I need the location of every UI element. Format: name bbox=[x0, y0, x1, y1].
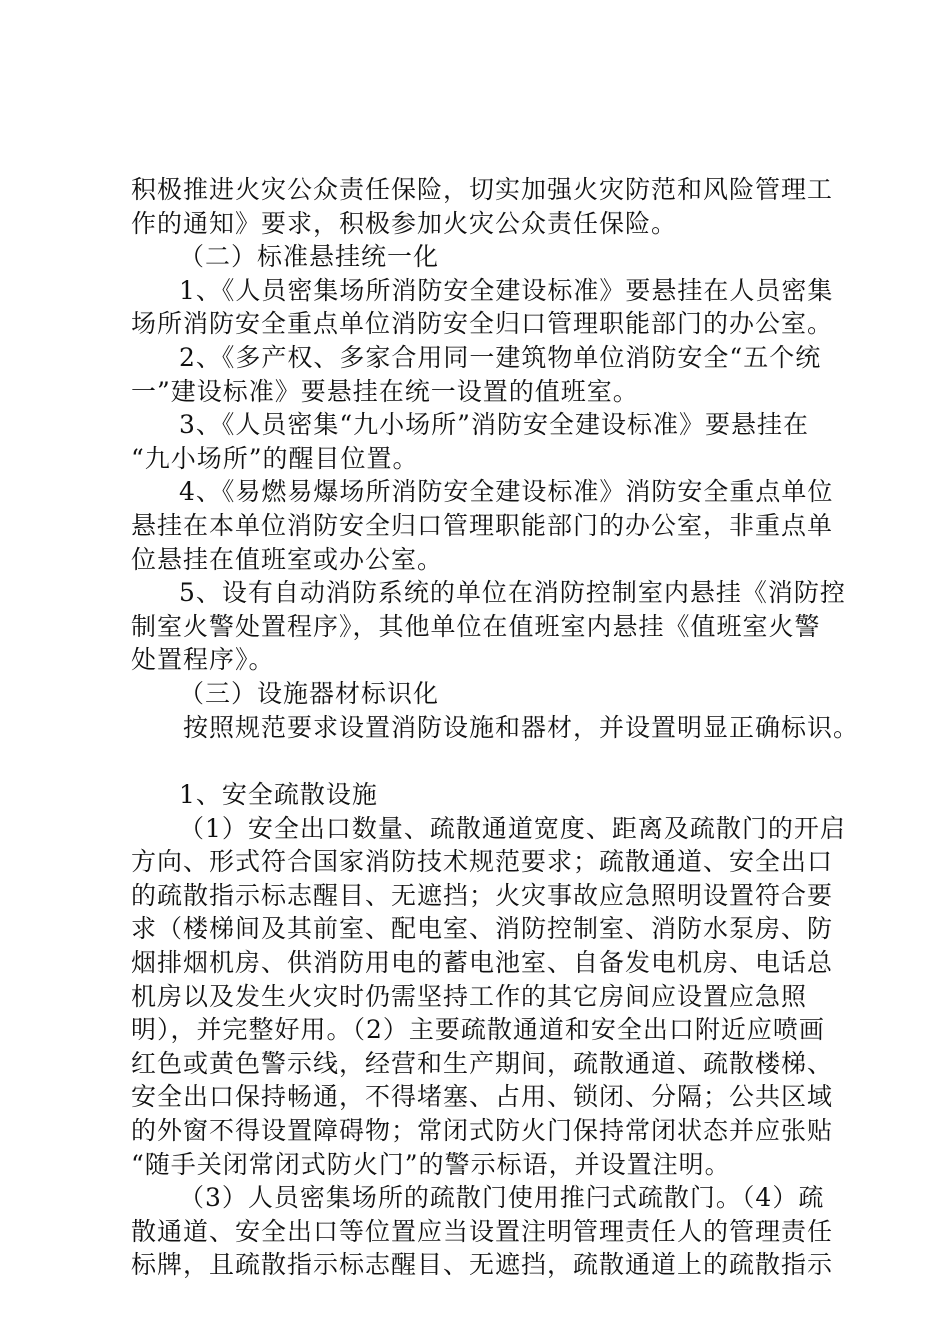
text-line: 制室火警处置程序》，其他单位在值班室内悬挂《值班室火警 bbox=[131, 611, 821, 641]
text-line: 明），并完整好用。（2）主要疏散通道和安全出口附近应喷画 bbox=[131, 1015, 825, 1045]
text-line: “九小场所”的醒目位置。 bbox=[131, 443, 419, 473]
paragraph-gap bbox=[131, 744, 831, 778]
section-heading: （三）设施器材标识化 bbox=[179, 678, 440, 708]
text-line: 安全出口保持畅通，不得堵塞、占用、锁闭、分隔；公共区域 bbox=[131, 1082, 834, 1112]
text-line: 4、《易燃易爆场所消防安全建设标准》消防安全重点单位 bbox=[179, 477, 834, 507]
text-line: 1、《人员密集场所消防安全建设标准》要悬挂在人员密集 bbox=[179, 275, 834, 305]
text-line: 的外窗不得设置障碍物；常闭式防火门保持常闭状态并应张贴 bbox=[131, 1116, 834, 1146]
text-line: 2、《多产权、多家合用同一建筑物单位消防安全“五个统 bbox=[179, 342, 822, 372]
text-line: 积极推进火灾公众责任保险，切实加强火灾防范和风险管理工 bbox=[131, 175, 834, 204]
text-line: 悬挂在本单位消防安全归口管理职能部门的办公室，非重点单 bbox=[131, 510, 834, 540]
text-line: 3、《人员密集“九小场所”消防安全建设标准》要悬挂在 bbox=[179, 410, 809, 440]
section-heading: （二）标准悬挂统一化 bbox=[179, 242, 440, 272]
text-line: 方向、形式符合国家消防技术规范要求；疏散通道、安全出口 bbox=[131, 847, 834, 877]
text-line: 的疏散指示标志醒目、无遮挡；火灾事故应急照明设置符合要 bbox=[131, 880, 834, 910]
text-line: 标牌，且疏散指示标志醒目、无遮挡，疏散通道上的疏散指示 bbox=[131, 1250, 834, 1280]
document-body bbox=[131, 173, 860, 1282]
text-line: 散通道、安全出口等位置应当设置注明管理责任人的管理责任 bbox=[131, 1216, 834, 1246]
text-line: 按照规范要求设置消防设施和器材，并设置明显正确标识。 bbox=[183, 712, 860, 742]
text-line: 烟排烟机房、供消防用电的蓄电池室、自备发电机房、电话总 bbox=[131, 948, 834, 978]
text-line: 求（楼梯间及其前室、配电室、消防控制室、消防水泵房、防 bbox=[131, 914, 834, 944]
text-line: （1）安全出口数量、疏散通道宽度、距离及疏散门的开启 bbox=[179, 813, 846, 843]
subsection-heading: 1、安全疏散设施 bbox=[179, 780, 378, 810]
text-line: 一”建设标准》要悬挂在统一设置的值班室。 bbox=[131, 376, 639, 406]
text-line: 场所消防安全重点单位消防安全归口管理职能部门的办公室。 bbox=[131, 309, 834, 339]
text-line: 处置程序》。 bbox=[131, 645, 275, 675]
text-line: 作的通知》要求，积极参加火灾公众责任保险。 bbox=[131, 208, 678, 238]
text-line: 位悬挂在值班室或办公室。 bbox=[131, 544, 444, 574]
text-line: 5、设有自动消防系统的单位在消防控制室内悬挂《消防控 bbox=[179, 578, 846, 608]
text-line: “随手关闭常闭式防火门”的警示标语，并设置注明。 bbox=[131, 1149, 731, 1179]
text-line: 机房以及发生火灾时仍需坚持工作的其它房间应设置应急照 bbox=[131, 981, 808, 1011]
text-line: 红色或黄色警示线，经营和生产期间，疏散通道、疏散楼梯、 bbox=[131, 1048, 834, 1078]
text-line: （3）人员密集场所的疏散门使用推闩式疏散门。（4）疏 bbox=[179, 1183, 825, 1213]
